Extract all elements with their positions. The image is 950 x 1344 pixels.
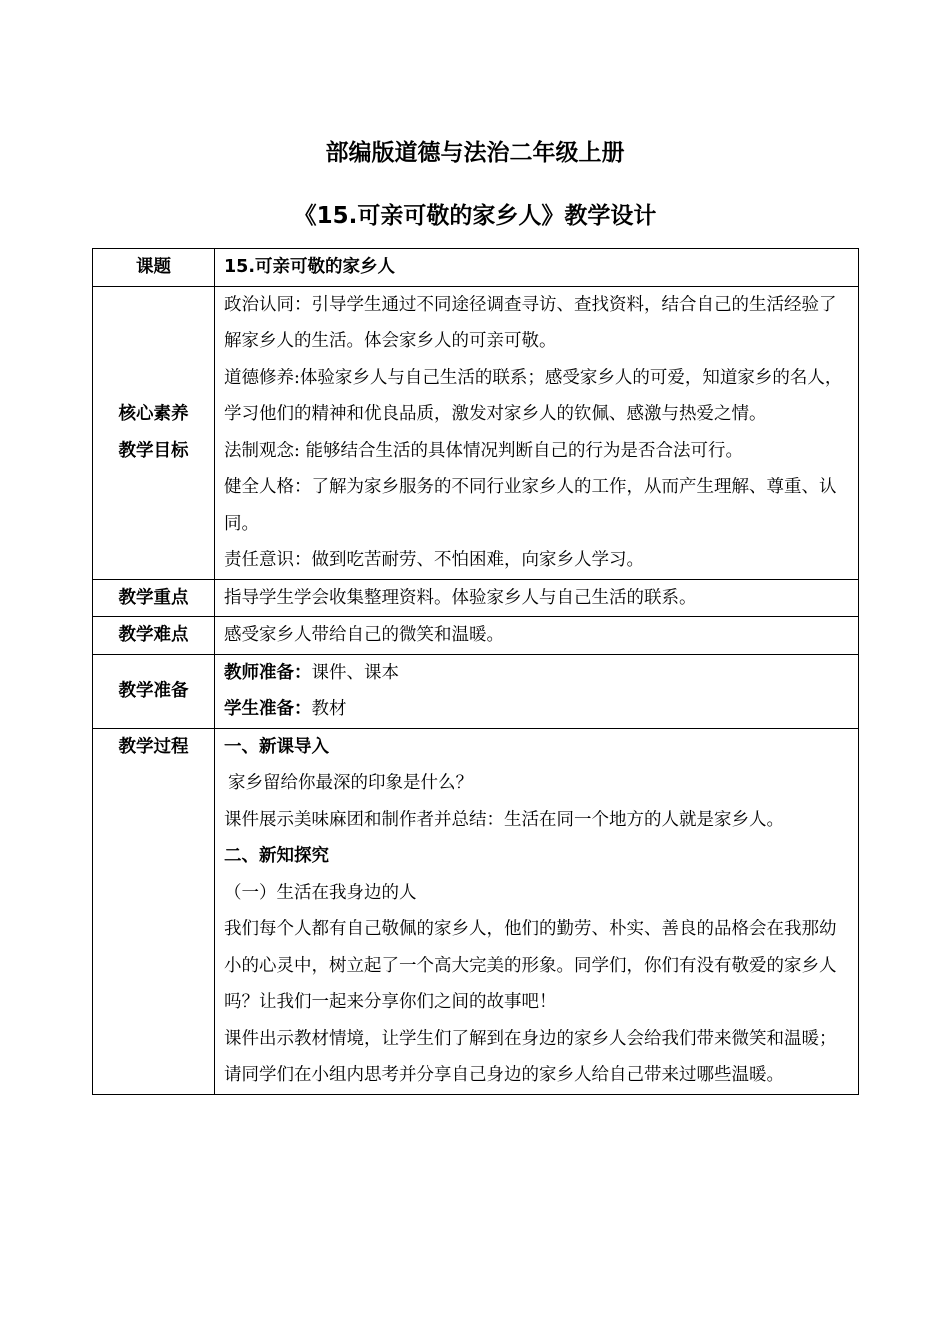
- value-core: [215, 286, 859, 579]
- value-key: 指导学生学会收集整理资料。体验家乡人与自己生活的联系。: [215, 579, 859, 617]
- value-prep: [215, 654, 859, 728]
- prep-teacher: [224, 655, 850, 692]
- prep-teacher-label: 教师准备：: [224, 662, 312, 683]
- label-core-2: 教学目标: [118, 440, 189, 461]
- label-core: [93, 286, 215, 579]
- value-difficulty: 感受家乡人带给自己的微笑和温暖。: [215, 617, 859, 655]
- core-item: 法制观念: 能够结合生活的具体情况判断自己的行为是否合法可行。: [224, 440, 743, 461]
- section1-question: 家乡留给你最深的印象是什么？: [228, 773, 473, 793]
- row-core: [93, 286, 859, 579]
- doc-title-line1: 部编版道德与法治二年级上册: [325, 140, 625, 166]
- prep-student: [224, 691, 850, 728]
- core-item: 政治认同：引导学生通过不同途径调查寻访、查找资料，结合自己的生活经验了解家乡人的生活。体会家乡人的可亲可敬。: [224, 294, 837, 351]
- core-item: 责任意识：做到吃苦耐劳、不怕困难，向家乡人学习。: [224, 550, 644, 570]
- label-topic: 课题: [93, 249, 215, 287]
- prep-teacher-value: 课件、课本: [311, 662, 399, 683]
- section2-title: 二、新知探究: [224, 846, 329, 866]
- core-item: 道德修养:体验家乡人与自己生活的联系；感受家乡人的可爱，知道家乡的名人，学习他们的精神和优良品质，激发对家乡人的钦佩、感激与热爱之情。: [224, 367, 843, 424]
- value-topic: 15.可亲可敬的家乡人: [215, 249, 859, 287]
- doc-title-line2: 《15.可亲可敬的家乡人》教学设计: [293, 203, 657, 229]
- section1-text: 课件展示美味麻团和制作者并总结：生活在同一个地方的人就是家乡人。: [224, 809, 784, 830]
- prep-student-label: 学生准备：: [224, 699, 312, 719]
- section1-title: 一、新课导入: [224, 736, 329, 757]
- row-difficulty: [93, 617, 859, 655]
- label-prep: 教学准备: [93, 654, 215, 728]
- prep-student-value: 教材: [311, 699, 347, 719]
- label-key: 教学重点: [93, 579, 215, 617]
- row-process: [93, 728, 859, 1094]
- row-key: [93, 579, 859, 617]
- row-prep: [93, 654, 859, 728]
- core-item: 健全人格：了解为家乡服务的不同行业家乡人的工作，从而产生理解、尊重、认同。: [224, 477, 837, 534]
- label-core-1: 核心素养: [118, 404, 189, 424]
- section2-paragraph: 课件出示教材情境，让学生们了解到在身边的家乡人会给我们带来微笑和温暖；请同学们在小组内思考并分享自己身边的家乡人给自己带来过哪些温暖。: [224, 1028, 837, 1085]
- section2-paragraph: 我们每个人都有自己敬佩的家乡人，他们的勤劳、朴实、善良的品格会在我那幼小的心灵中，树立起了一个高大完美的形象。同学们，你们有没有敬爱的家乡人吗？让我们一起来分享你们之间的故事吧！: [224, 919, 837, 1012]
- section2-subtitle: （一）生活在我身边的人: [224, 882, 417, 903]
- label-difficulty: 教学难点: [93, 617, 215, 655]
- label-process: 教学过程: [93, 728, 215, 1094]
- lesson-plan-table: [92, 248, 859, 1095]
- row-topic: [93, 249, 859, 287]
- value-process: [215, 728, 859, 1094]
